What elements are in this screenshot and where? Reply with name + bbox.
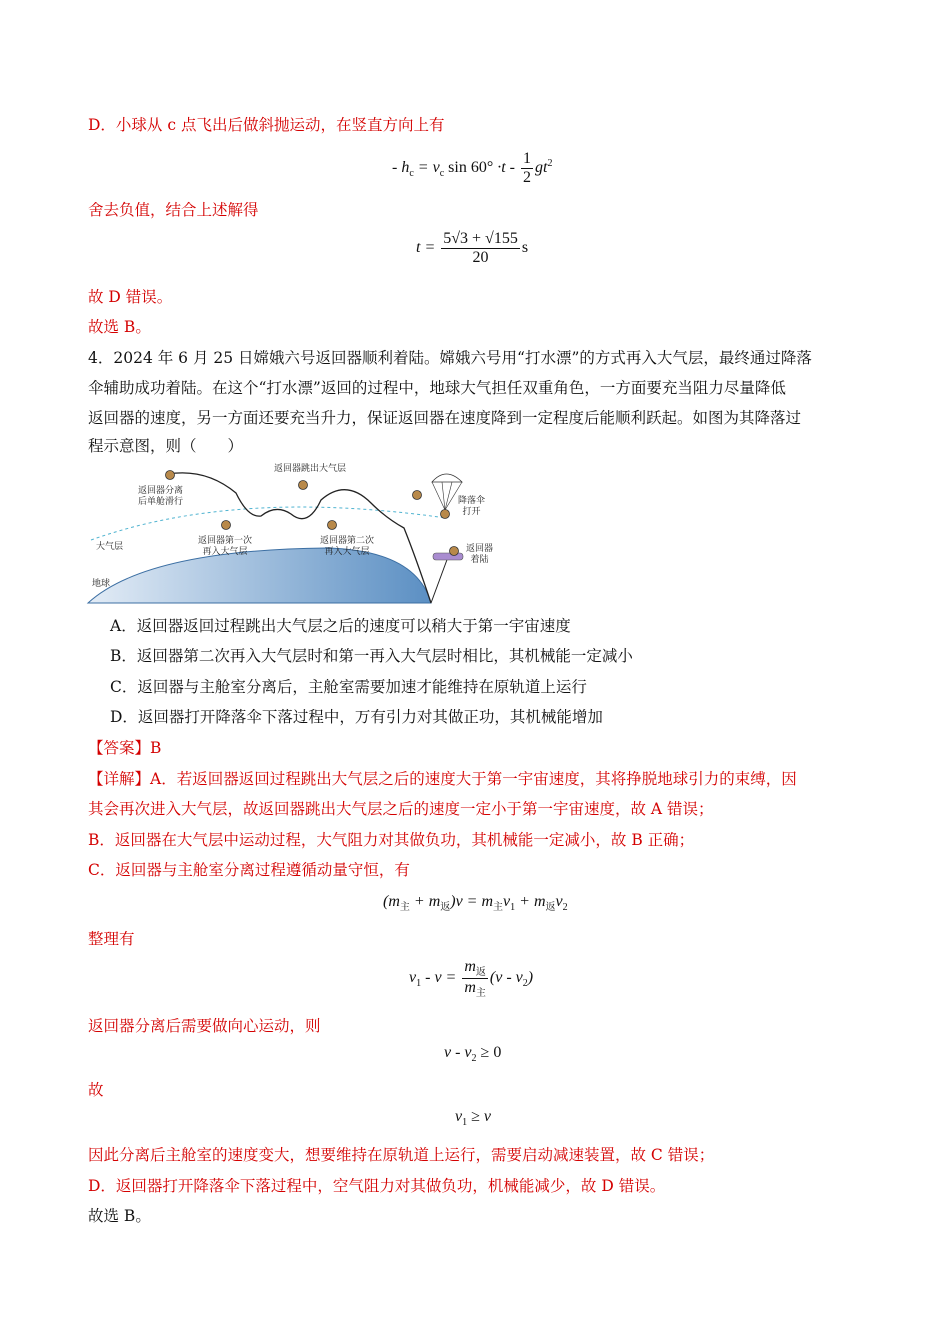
line-d-intro: D．小球从 c 点飞出后做斜抛运动，在竖直方向上有: [88, 116, 445, 134]
capsule-separation: [166, 471, 175, 480]
capsule-second-entry: [328, 521, 337, 530]
line-centripetal: 返回器分离后需要做向心运动，则: [88, 1017, 321, 1035]
landing-pad: [433, 553, 463, 560]
earth-shape: [88, 548, 431, 603]
parachute-icon: [432, 474, 462, 482]
detail-b: B．返回器在大气层中运动过程，大气阻力对其做负功，其机械能一定减小，故 B 正确；: [88, 831, 695, 849]
detail-line-2: 其会再次进入大气层，故返回器跳出大气层之后的速度一定小于第一宇宙速度，故 A 错误；: [88, 800, 714, 818]
label-landing: 返回器 着陆: [466, 544, 494, 565]
option-a: A．返回器返回过程跳出大气层之后的速度可以稍大于第一宇宙速度: [110, 617, 571, 635]
formula-difference: $v_1$ - v = $\frac{m_返}{m_主}$ $(v - v_2)$: [409, 958, 534, 999]
label-parachute: 降落伞 打开: [458, 496, 486, 517]
capsule-landed: [450, 547, 459, 556]
answer-line: 【答案】B: [88, 739, 162, 757]
label-atmosphere: 大气层: [96, 542, 124, 552]
capsule-first-entry: [222, 521, 231, 530]
line-choose-b-2: 故选 B。: [88, 1207, 151, 1225]
formula-t-result: t = $\frac{5√3 + √155}{20}$ s: [416, 230, 529, 266]
line-d-wrong: 故 D 错误。: [88, 288, 173, 306]
question-4-line-3: 返回器的速度，另一方面还要充当升力，保证返回器在速度降到一定程度后能顺利跃起。如图为其降落过: [88, 409, 802, 427]
descent-diagram: [86, 458, 506, 606]
label-earth: 地球: [92, 579, 111, 589]
line-discard: 舍去负值，结合上述解得: [88, 201, 259, 219]
capsule-parachute: [441, 510, 450, 519]
formula-inequality-1: $v - v_2 \ge 0$: [444, 1044, 502, 1064]
detail-line-1: 【详解】A．若返回器返回过程跳出大气层之后的速度大于第一宇宙速度，其将挣脱地球引力的束缚，因: [88, 770, 797, 788]
question-4-line-4: 程示意图，则（ ）: [88, 437, 244, 455]
question-4-line-1: 4．2024 年 6 月 25 日嫦娥六号返回器顺利着陆。嫦娥六号用“打水漂”的方式再入大气层，最终通过降落: [88, 349, 812, 367]
capsule-skip-out: [299, 481, 308, 490]
option-b: B．返回器第二次再入大气层时和第一再入大气层时相比，其机械能一定减小: [110, 647, 633, 665]
formula-inequality-2: $v_1 \ge v$: [455, 1108, 491, 1128]
line-detail-d: D．返回器打开降落伞下落过程中，空气阻力对其做负功，机械能减少，故 D 错误。: [88, 1177, 666, 1195]
capsule-before-chute: [413, 491, 422, 500]
option-c: C．返回器与主舱室分离后，主舱室需要加速才能维持在原轨道上运行: [110, 678, 587, 696]
label-skip-out: 返回器跳出大气层: [274, 464, 347, 474]
line-conclusion-c: 因此分离后主舱室的速度变大，想要维持在原轨道上运行，需要启动减速装置，故 C 错误；: [88, 1146, 715, 1164]
option-d: D．返回器打开降落伞下落过程中，万有引力对其做正功，其机械能增加: [110, 708, 603, 726]
label-second-entry: 返回器第二次 再入大气层: [320, 536, 375, 557]
formula-vertical-motion: - $h_c = v_c$ sin 60° ·t - $\frac{1}{2}$ $gt^2$: [392, 150, 553, 186]
question-4-line-2: 伞辅助成功着陆。在这个“打水漂”返回的过程中，地球大气担任双重角色，一方面要充当阻力尽量降低: [88, 379, 786, 397]
landing-line: [431, 557, 448, 603]
line-tidy: 整理有: [88, 930, 135, 948]
label-separation: 返回器分离 后单舱滑行: [138, 486, 184, 507]
detail-c: C．返回器与主舱室分离过程遵循动量守恒，有: [88, 861, 410, 879]
descent-diagram-svg: [86, 458, 506, 606]
line-therefore: 故: [88, 1081, 104, 1099]
formula-momentum: $(m_主 + m_返)v = m_主v_1 + m_返v_2$: [383, 893, 568, 913]
line-choose-b-1: 故选 B。: [88, 318, 151, 336]
label-first-entry: 返回器第一次 再入大气层: [198, 536, 253, 557]
